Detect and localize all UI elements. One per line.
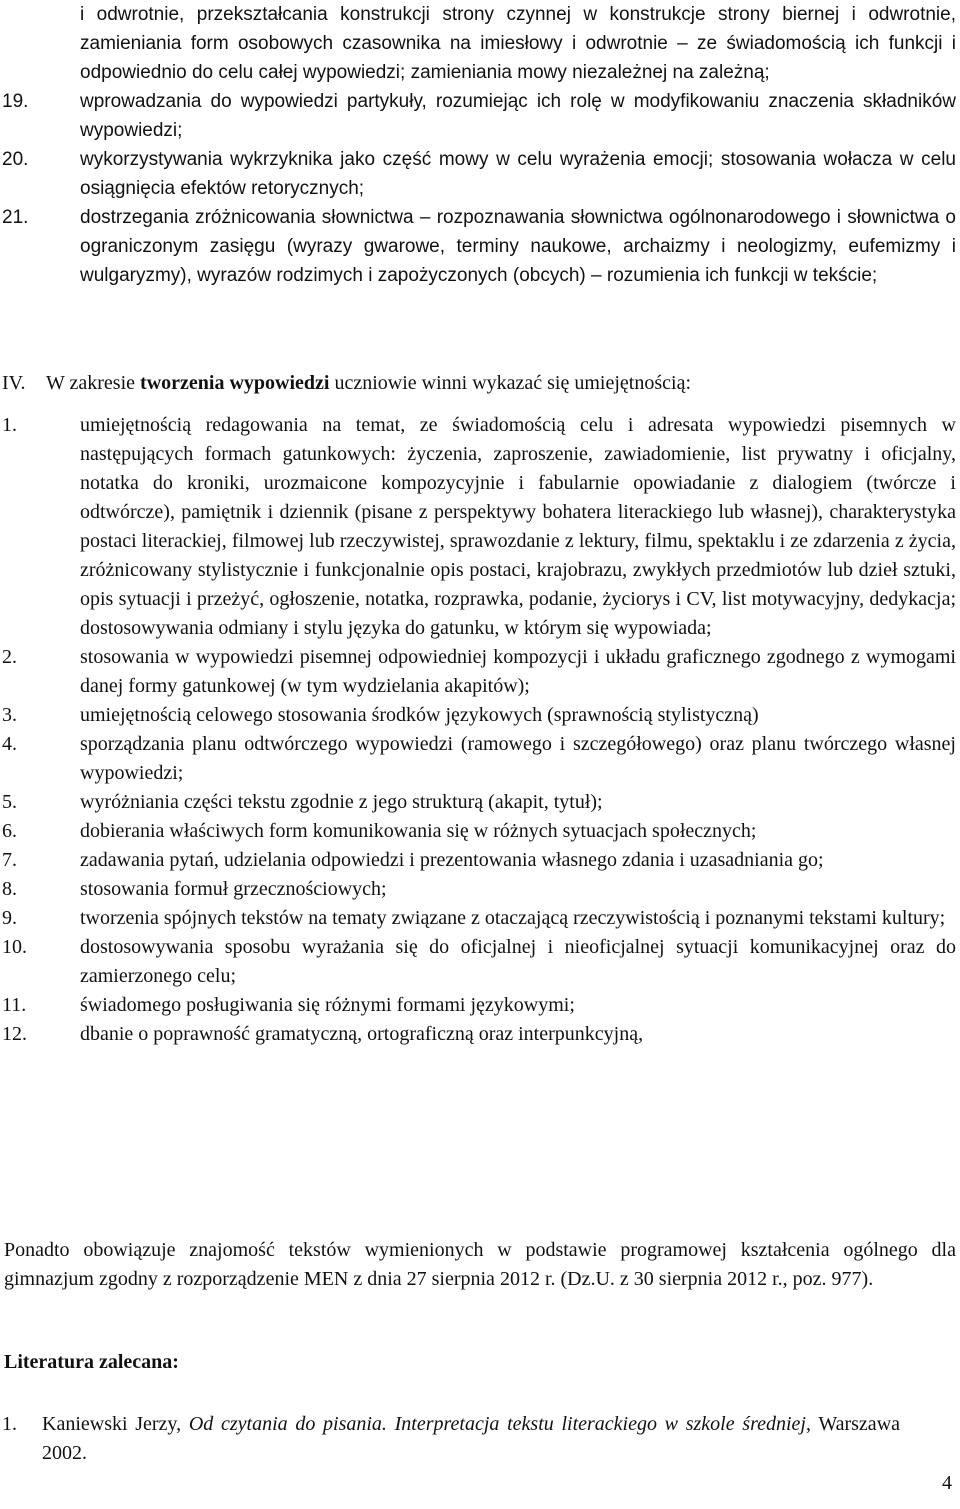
- item-text: wykorzystywania wykrzyknika jako część mowy w celu wyrażenia emocji; stosowania wołacza w celu osiągnięcia efektów retorycznych;: [80, 149, 956, 199]
- item-text: świadomego posługiwania się różnymi formami językowymi;: [80, 994, 575, 1016]
- item-number: 1.: [2, 1413, 17, 1435]
- item-text: wprowadzania do wypowiedzi partykuły, rozumiejąc ich rolę w modyfikowaniu znaczenia składników wypowiedzi;: [80, 91, 956, 141]
- item-text: umiejętnością celowego stosowania środków językowych (sprawnością stylistyczną): [80, 704, 759, 726]
- item-text: stosowania formuł grzecznościowych;: [80, 878, 387, 900]
- section-intro-post: uczniowie winni wykazać się umiejętnością:: [329, 372, 691, 394]
- item-number: 8.: [2, 878, 17, 900]
- item-text: dobierania właściwych form komunikowania się w różnych sytuacjach społecznych;: [80, 820, 757, 842]
- section-iv: [0, 369, 960, 398]
- section-intro-bold: tworzenia wypowiedzi: [140, 372, 330, 394]
- item-number: 6.: [2, 820, 17, 842]
- list-item: [0, 933, 960, 991]
- item-number: 7.: [2, 849, 17, 871]
- list-item: [0, 643, 960, 701]
- section-intro-pre: W zakresie: [46, 372, 141, 394]
- list-item: [0, 991, 960, 1020]
- continuation-paragraph: i odwrotnie, przekształcania konstrukcji strony czynnej w konstrukcje strony biernej i odwrotnie, zamieniania form osobowych czasownika na imiesłowy i odwrotnie – ze świadomością ich funkcji i odpowiednio do celu całej wypowiedzi; zamieniania mowy niezależnej na zależną;: [80, 4, 956, 83]
- item-number: 1.: [2, 414, 17, 436]
- literature-heading: Literatura zalecana:: [4, 1351, 179, 1373]
- list-item: [0, 730, 960, 788]
- item-number: 5.: [2, 791, 17, 813]
- list-item: [0, 411, 960, 643]
- literature-list: [0, 1410, 960, 1468]
- item-text: dostosowywania sposobu wyrażania się do oficjalnej i nieoficjalnej sytuacji komunikacyjnej oraz do zamierzonego celu;: [80, 936, 956, 987]
- item-number: 4.: [2, 733, 17, 755]
- list-item: [0, 817, 960, 846]
- item-number: 10.: [2, 936, 27, 958]
- literature-heading-wrap: [0, 1348, 960, 1377]
- section-heading: [0, 369, 960, 398]
- part-a-list: [0, 0, 960, 290]
- item-text: tworzenia spójnych tekstów na tematy związane z otaczającą rzeczywistością i poznanymi tekstami kultury;: [80, 907, 946, 929]
- list-item: [0, 701, 960, 730]
- literature-item: [0, 1410, 960, 1468]
- literature-title: Od czytania do pisania. Interpretacja tekstu literackiego w szkole średniej: [188, 1413, 806, 1435]
- item-number: 11.: [2, 994, 27, 1016]
- literature-block: [0, 1348, 960, 1377]
- literature-publication: , Warszawa 2002.: [42, 1413, 901, 1464]
- literature-author: Kaniewski Jerzy,: [42, 1413, 189, 1435]
- list-item: [0, 1020, 960, 1049]
- closing-block: [0, 1236, 960, 1294]
- section-iv-list: [0, 411, 960, 1049]
- closing-paragraph: Ponadto obowiązuje znajomość tekstów wymienionych w podstawie programowej kształcenia ogólnego dla gimnazjum zgodny z rozporządzenie MEN z dnia 27 sierpnia 2012 r. (Dz.U. z 30 sierpnia 2012 r., poz. 977).: [4, 1239, 956, 1290]
- item-number: 20.: [2, 149, 29, 170]
- item-text: umiejętnością redagowania na temat, ze świadomością celu i adresata wypowiedzi pisemnych w następujących formach gatunkowych: życzenia, zaproszenie, zawiadomienie, list prywatny i oficjalny, notatka do kroniki, urozmaicone kompozycyjnie i fabularnie opowiadanie z dialogiem (twórcze i odtwórcze), pamiętnik i dziennik (pisane z perspektywy bohatera literackiego lub własnej), charakterystyka postaci literackiej, filmowej lub rzeczywistej, sprawozdanie z lektury, filmu, spektaklu i ze zdarzenia z życia, zróżnicowany stylistycznie i funkcjonalnie opis postaci, krajobrazu, zwykłych przedmiotów lub dzieł sztuki, opis sytuacji i przeżyć, ogłoszenie, notatka, rozprawka, podanie, życiorys i CV, list motywacyjny, dedykacja; dostosowywania odmiany i stylu języka do gatunku, w którym się wypowiada;: [80, 414, 956, 639]
- item-number: 19.: [2, 91, 29, 112]
- list-item: [0, 875, 960, 904]
- item-number: 21.: [2, 207, 29, 228]
- list-item: [0, 904, 960, 933]
- item-number: 2.: [2, 646, 17, 668]
- item-number: 12.: [2, 1023, 27, 1045]
- item-text: stosowania w wypowiedzi pisemnej odpowiedniej kompozycji i układu graficznego zgodnego z wymogami danej formy gatunkowej (w tym wydzielania akapitów);: [80, 646, 956, 697]
- list-item: [0, 145, 960, 203]
- list-item: [0, 846, 960, 875]
- list-item: [0, 87, 960, 145]
- item-text: sporządzania planu odtwórczego wypowiedzi (ramowego i szczegółowego) oraz planu twórczego własnej wypowiedzi;: [80, 733, 956, 784]
- item-text: dostrzegania zróżnicowania słownictwa – rozpoznawania słownictwa ogólnonarodowego i słownictwa o ograniczonym zasięgu (wyrazy gwarowe, terminy naukowe, archaizmy i neologizmy, eufemizmy i wulgaryzmy), wyrazów rodzimych i zapożyczonych (obcych) – rozumienia ich funkcji w tekście;: [80, 207, 956, 286]
- list-item: [0, 203, 960, 290]
- item-number: 9.: [2, 907, 17, 929]
- item-text: dbanie o poprawność gramatyczną, ortograficzną oraz interpunkcyjną,: [80, 1023, 644, 1045]
- list-item: [0, 788, 960, 817]
- item-text: zadawania pytań, udzielania odpowiedzi i prezentowania własnego zdania i uzasadniania go;: [80, 849, 824, 871]
- item-text: wyróżniania części tekstu zgodnie z jego strukturą (akapit, tytuł);: [80, 791, 603, 813]
- page-number: 4: [942, 1472, 952, 1494]
- item-number: 3.: [2, 704, 17, 726]
- section-number: IV.: [2, 372, 26, 394]
